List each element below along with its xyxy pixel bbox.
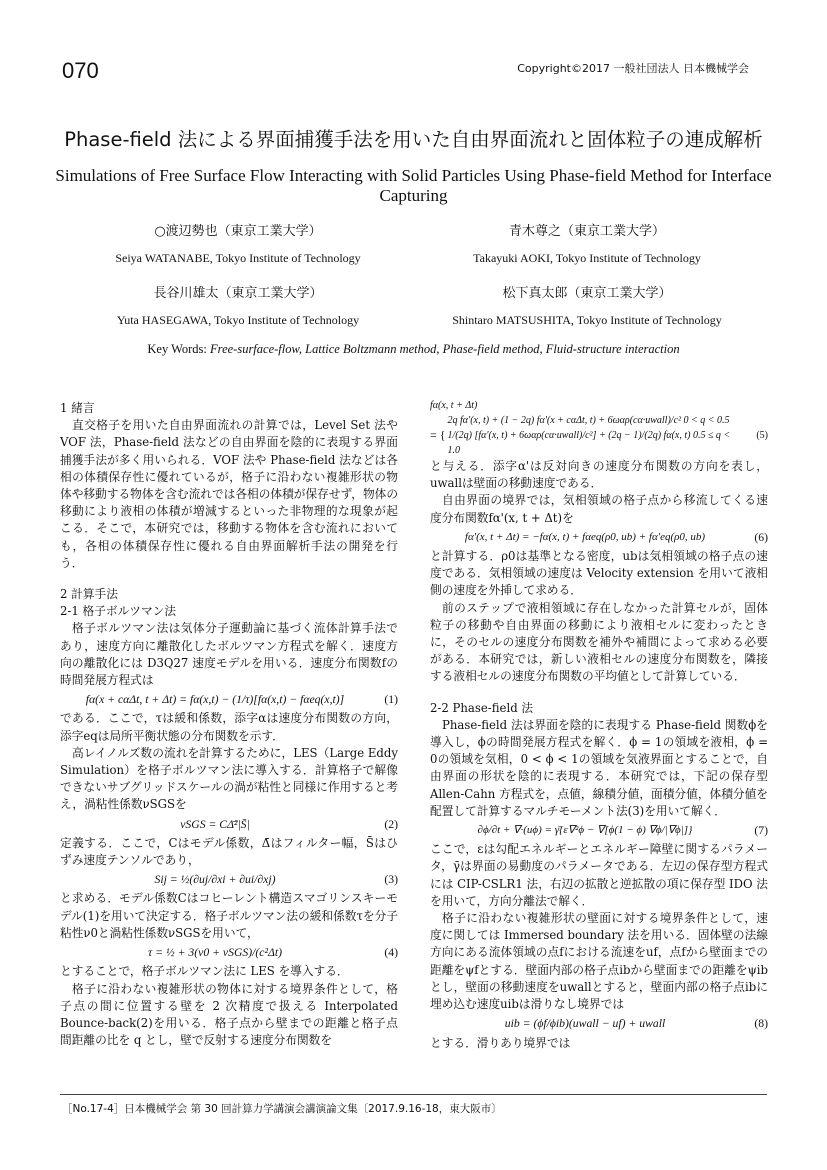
right-paragraph-4: 前のステップで液相領域に存在しなかった計算セルが，固体粒子の移動や自由界面の移動により液相セルに変わったときに，そのセルの速度分布関数を補外や補間によって求める必要がある．本研究では，新しい液相セルの速度分布関数を，隣接する液相セルの速度分布関数の平均値として計算している． xyxy=(430,600,768,684)
equation-4-body: τ = ½ + 3(ν0 + νSGS)/(c²Δt) xyxy=(148,946,282,960)
keywords-text: Free-surface-flow, Lattice Boltzmann method, Phase-field method, Fluid-structure interaction xyxy=(210,342,680,356)
right-paragraph-1: と与える．添字α'は反対向きの速度分布関数の方向を表し，uwallは壁面の移動速度である． xyxy=(430,459,768,491)
section-1-heading: 1 緒言 xyxy=(60,401,95,415)
equation-5: fα(x, t + Δt) = { 2q fα'(x, t) + (1 − 2q) fα'(x + cαΔt, t) + 6ωαρ(cα·uwall)/c² 0 < q < 0.5 1/(2q) [fα'(x, t) + 6ωαρ(cα·uwall)/c²] + (2q − 1)/(2q) fα(x, t) 0.5 ≤ q < 1.0 (5) xyxy=(430,400,768,456)
left-column xyxy=(60,400,398,1049)
equation-8-number: (8) xyxy=(754,1017,768,1031)
keywords-label: Key Words: xyxy=(147,342,207,356)
page-number: 070 xyxy=(62,58,99,83)
equation-5-case-1: 2q fα'(x, t) + (1 − 2q) fα'(x + cαΔt, t) + 6ωαρ(cα·uwall)/c² 0 < q < 0.5 xyxy=(447,415,730,426)
equation-1-number: (1) xyxy=(384,693,398,707)
section-2-1-paragraph-6: とすることで，格子ボルツマン法に LES を導入する． xyxy=(60,964,349,979)
footer-divider xyxy=(60,1094,767,1095)
right-paragraph-6: ここで，εは勾配エネルギーとエネルギー障壁に関するパラメータ，γ̄は界面の易動度のパラメータである．左辺の保存型方程式には CIP-CSLR1 法，右辺の拡散と逆拡散の項に保存型 IDO 法を用いて，方向分離法で解く． xyxy=(430,842,768,908)
title-english: Simulations of Free Surface Flow Interacting with Solid Particles Using Phase-field Method for Interface Capturing xyxy=(55,166,772,205)
author-2-ja: 青木尊之（東京工業大学） xyxy=(508,224,665,239)
equation-5-number: (5) xyxy=(756,430,768,441)
equation-6-body: fα'(x, t + Δt) = −fα(x, t) + fαeq(ρ0, ub) + fα'eq(ρ0, ub) xyxy=(464,530,706,543)
author-3-en: Yuta HASEGAWA, Tokyo Institute of Technology xyxy=(116,313,360,327)
equation-6-number: (6) xyxy=(754,530,768,544)
equation-3 xyxy=(60,871,398,888)
equation-7-number: (7) xyxy=(754,824,768,838)
section-2-1-paragraph-2: である．ここで，τは緩和係数，添字αは速度分布関数の方向，添字eqは局所平衡状態の分布関数を示す． xyxy=(60,711,398,743)
equation-7 xyxy=(430,822,768,839)
equation-6 xyxy=(430,529,768,546)
footer-citation: ［No.17-4］日本機械学会 第 30 回計算力学講演会講演論文集〔2017.9.16-18，東大阪市〕 xyxy=(62,1103,502,1115)
equation-4-number: (4) xyxy=(384,946,398,960)
equation-7-body: ∂ϕ/∂t + ∇·(uϕ) = γ̄{ε∇²ϕ − ∇[ϕ(1 − ϕ) ∇ϕ/|∇ϕ|]} xyxy=(477,824,693,837)
equation-2-body: νSGS = CΔ̄²|S̄| xyxy=(180,817,250,831)
equation-2-number: (2) xyxy=(384,817,398,831)
author-4-en: Shintaro MATSUSHITA, Tokyo Institute of Technology xyxy=(452,313,722,327)
author-3-ja: 長谷川雄太（東京工業大学） xyxy=(153,286,323,301)
copyright-notice: Copyright©2017 一般社団法人 日本機械学会 xyxy=(517,62,749,75)
section-2-2-heading: 2-2 Phase-field 法 xyxy=(430,700,534,715)
equation-3-body: Sij = ½(∂uj/∂xi + ∂ui/∂xj) xyxy=(154,873,276,887)
equation-1-body: fα(x + cαΔt, t + Δt) = fα(x,t) − (1/τ)[fα(x,t) − fαeq(x,t)] xyxy=(85,693,345,707)
equation-5-case-2: 1/(2q) [fα'(x, t) + 6ωαρ(cα·uwall)/c²] + (2q − 1)/(2q) fα(x, t) 0.5 ≤ q < 1.0 xyxy=(447,430,731,456)
section-2-1-paragraph-4: 定義する．ここで，Cはモデル係数，Δ̄はフィルター幅，S̄はひずみ速度テンソルであり， xyxy=(60,835,398,868)
equation-8-body: uib = (ϕf/ϕib)(uwall − uf) + uwall xyxy=(504,1017,666,1031)
equation-1 xyxy=(60,691,398,708)
equation-8 xyxy=(430,1015,768,1032)
right-paragraph-5: Phase-field 法は界面を陰的に表現する Phase-field 関数ϕを導入し，ϕの時間発展方程式を解く．ϕ = 1の領域を液相，ϕ = 0の領域を気相，0 < ϕ < 1の領域を気液界面とすることで，自由界面の形状を陰的に表現する．本研究では，下記の保存型 Allen-Cahn 方程式を，点値，線積分値，面積分値，体積分値を配置して計算するマルチモーメント法(3)を用いて解く． xyxy=(430,717,768,818)
section-1-paragraph: 直交格子を用いた自由界面流れの計算では，Level Set 法や VOF 法，Phase-field 法などの自由界面を陰的に表現する界面捕獲手法が多く用いられる．VOF 法や Phase-field 法などは各相の体積保存性に優れているが，格子に沿わない複雑形状の物体や移動する物体を含む流れでは各相の体積が保存せず，物体の移動により液相の体積が増減するといった非物理的な現象が起こる．そこで，本研究では，移動する物体を含む流れにおいても，各相の体積保存性に優れる自由界面解析手法の開発を行う． xyxy=(60,418,399,570)
right-paragraph-2: 自由界面の境界では，気相領域の格子点から移流してくる速度分布関数fα'(x, t + Δt)を xyxy=(430,493,768,525)
section-2-heading: 2 計算手法 xyxy=(60,587,118,602)
right-column xyxy=(430,398,768,1052)
right-paragraph-3: と計算する．ρ0は基準となる密度，ubは気相領域の格子点の速度である．気相領域の速度は Velocity extension を用いて液相側の速度を外挿して求める． xyxy=(430,549,768,598)
section-2-1-paragraph-3: 高レイノルズ数の流れを計算するために，LES（Large Eddy Simulation）を格子ボルツマン法に導入する．計算格子で解像できないサブグリッドスケールの渦が粘性と同様に作用すると考え，渦粘性係数νSGSを xyxy=(60,745,398,812)
author-1-en: Seiya WATANABE, Tokyo Institute of Technology xyxy=(115,251,361,265)
section-2-1-paragraph-5: と求める．モデル係数Cはコヒーレント構造スマゴリンスキーモデル(1)を用いて決定する．格子ボルツマン法の緩和係数τを分子粘性ν0と渦粘性係数νSGSを用いて， xyxy=(60,891,398,940)
author-2-en: Takayuki AOKI, Tokyo Institute of Technology xyxy=(473,251,701,265)
equation-3-number: (3) xyxy=(384,873,398,887)
keywords xyxy=(60,342,767,357)
right-paragraph-8: とする．滑りあり境界では xyxy=(430,1035,571,1050)
section-2-1-heading: 2-1 格子ボルツマン法 xyxy=(60,604,177,619)
equation-5-lhs: fα(x, t + Δt) xyxy=(430,400,478,411)
equation-4 xyxy=(60,944,398,961)
title-japanese: Phase-field 法による界面捕獲手法を用いた自由界面流れと固体粒子の連成解析 xyxy=(64,128,763,151)
right-paragraph-7: 格子に沿わない複雑形状の壁面に対する境界条件として，速度に関しては Immersed boundary 法を用いる．固体壁の法線方向にある流体領域の点fにおける流速をuf，点fから壁面までの距離をψfとする．壁面内部の格子点ibから壁面までの距離をψibとし，壁面の移動速度をuwallとすると，壁面内部の格子点ibに埋め込む速度uibは滑りなし境界では xyxy=(430,911,768,1012)
author-1-ja: ○渡辺勢也（東京工業大学） xyxy=(154,224,322,239)
section-2-1-paragraph-1: 格子ボルツマン法は気体分子運動論に基づく流体計算手法であり，速度方向に離散化したボルツマン方程式を解く．速度方向の離散化には D3Q27 速度モデルを用いる．速度分布関数fの時間発展方程式は xyxy=(60,621,398,688)
equation-2 xyxy=(60,816,398,833)
author-4-ja: 松下真太郎（東京工業大学） xyxy=(502,286,672,301)
section-2-1-paragraph-7: 格子に沿わない複雑形状の物体に対する境界条件として，格子点の間に位置する壁を 2 次精度で扱える Interpolated Bounce-back(2)を用いる．格子点から壁までの距離と格子点間距離の比を q とし，壁で反射する速度分布関数を xyxy=(60,981,398,1048)
